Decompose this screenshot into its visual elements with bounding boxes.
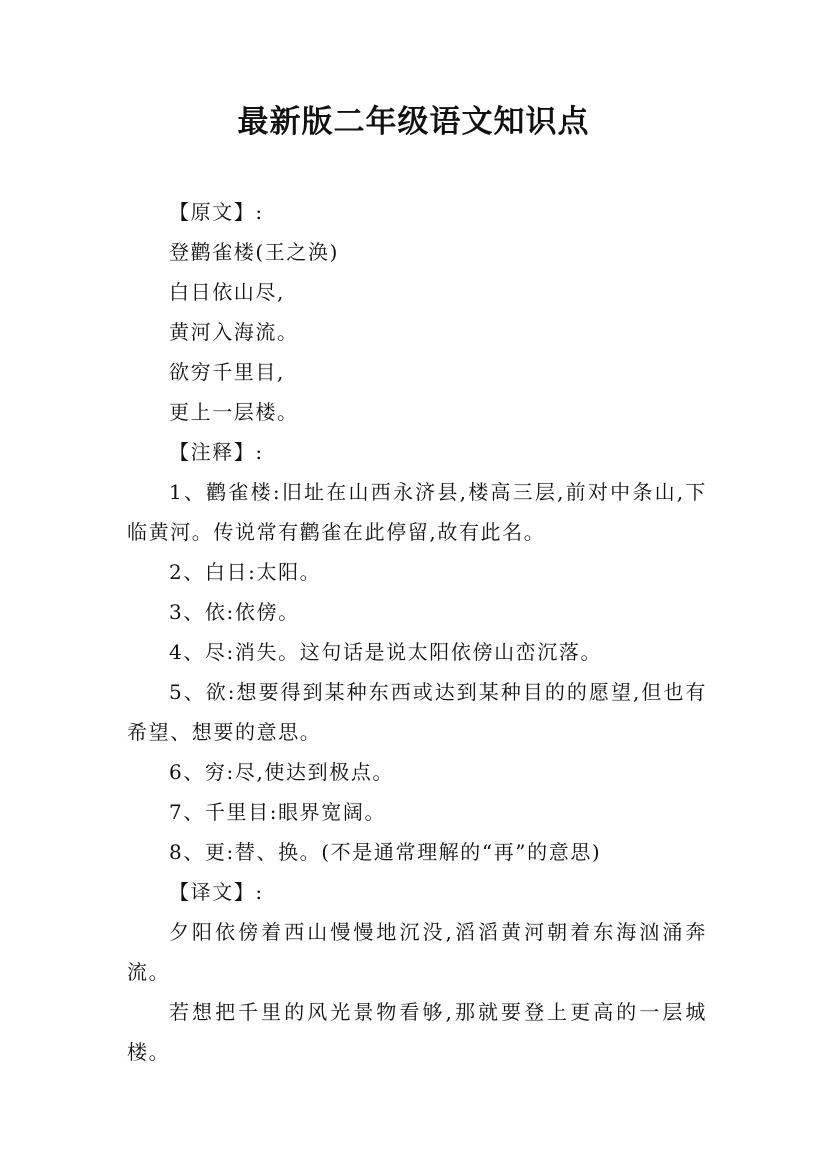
poem-line: 黄河入海流。: [169, 320, 299, 344]
document-title: 最新版二年级语文知识点: [237, 104, 590, 140]
note-item: 2、白日:太阳。: [169, 560, 322, 584]
translation-heading: 【译文】:: [169, 880, 264, 904]
poem-title: 登鹳雀楼(王之涣): [169, 240, 340, 264]
note-item: 6、穷:尽,使达到极点。: [169, 760, 395, 784]
poem-line: 欲穷千里目,: [169, 360, 285, 384]
translation-paragraph: 若想把千里的风光景物看够,那就要登上更高的一层城楼。: [127, 1000, 707, 1064]
note-item: 1、鹳雀楼:旧址在山西永济县,楼高三层,前对中条山,下临黄河。传说常有鹳雀在此停留,故有此名。: [127, 480, 707, 544]
poem-line: 白日依山尽,: [169, 280, 285, 304]
poem-line: 更上一层楼。: [169, 400, 299, 424]
notes-heading: 【注释】:: [169, 440, 264, 464]
document-body: [127, 192, 707, 1072]
note-item: 7、千里目:眼界宽阔。: [169, 800, 387, 824]
note-item: 4、尽:消失。这句话是说太阳依傍山峦沉落。: [169, 640, 603, 664]
note-item: 8、更:替、换。(不是通常理解的“再”的意思): [169, 840, 602, 864]
note-item: 3、依:依傍。: [169, 600, 300, 624]
original-text-heading: 【原文】:: [169, 200, 264, 224]
note-item: 5、欲:想要得到某种东西或达到某种目的的愿望,但也有希望、想要的意思。: [127, 680, 707, 744]
translation-paragraph: 夕阳依傍着西山慢慢地沉没,滔滔黄河朝着东海汹涌奔流。: [127, 920, 707, 984]
